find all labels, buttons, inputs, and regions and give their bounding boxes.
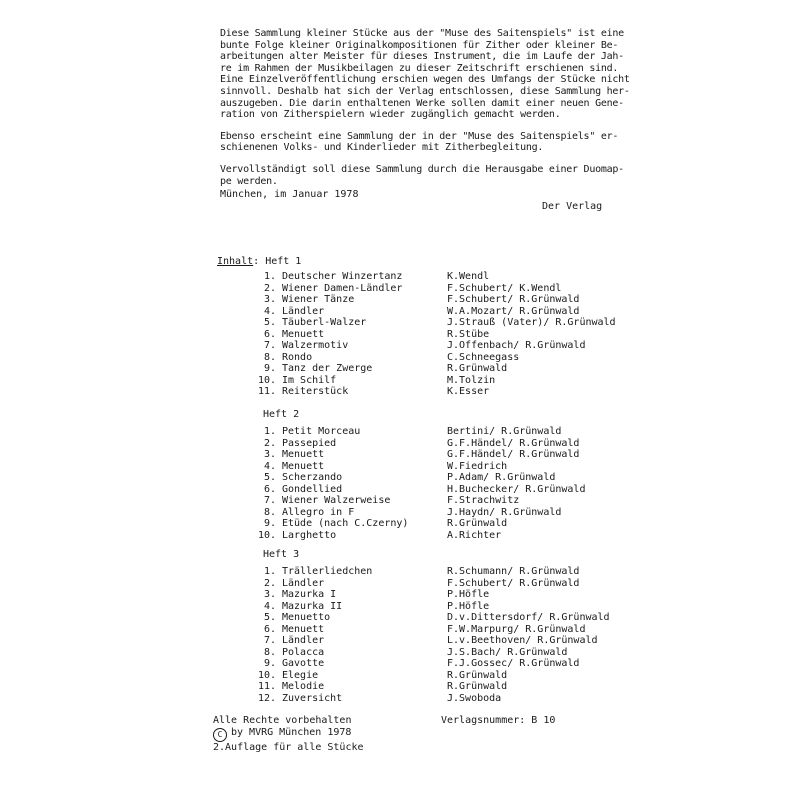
- toc-item-number: 4.: [263, 305, 276, 317]
- toc-item: [0, 635, 800, 647]
- toc-item-composer: M.Tolzin: [447, 374, 496, 386]
- heft3-title: Heft 3: [263, 549, 300, 560]
- toc-item-title: Passepied: [282, 437, 337, 449]
- toc-item-number: 9.: [263, 363, 276, 374]
- toc-item-title: Petit Morceau: [282, 426, 361, 437]
- toc-item-number: 9.: [263, 658, 276, 669]
- toc-item-number: 8.: [263, 506, 276, 518]
- toc-item-composer: D.v.Dittersdorf/ R.Grünwald: [447, 612, 610, 623]
- toc-item-number: 8.: [263, 351, 276, 363]
- toc-item-number: 2.: [263, 282, 276, 294]
- toc-item: [0, 426, 800, 438]
- toc-item-number: 5.: [263, 472, 276, 483]
- toc-item-number: 7.: [263, 340, 276, 351]
- text-line: ration von Zitherspielern wieder zugänglich gemacht werden.: [220, 109, 561, 121]
- toc-item: [0, 647, 800, 659]
- toc-item-composer: R.Grünwald: [447, 518, 508, 529]
- toc-item-composer: J.Strauß (Vater)/ R.Grünwald: [447, 317, 616, 328]
- toc-item-composer: K.Esser: [447, 386, 490, 397]
- toc-item: [0, 363, 800, 375]
- toc-item-composer: A.Richter: [447, 529, 502, 541]
- text-line: Vervollständigt soll diese Sammlung durch die Herausgabe einer Duomap-: [220, 163, 624, 175]
- toc-item-title: Mazurka II: [282, 600, 343, 612]
- toc-item-number: 6.: [263, 623, 276, 635]
- verlagsnummer: Verlagsnummer: B 10: [441, 715, 556, 726]
- toc-item-composer: P.Adam/ R.Grünwald: [447, 472, 556, 483]
- toc-item-title: Etüde (nach C.Czerny): [282, 518, 409, 529]
- toc-item-number: 8.: [263, 646, 276, 658]
- heft2-list: [0, 426, 800, 541]
- toc-item-title: Scherzando: [282, 472, 343, 483]
- toc-item-composer: R.Grünwald: [447, 669, 508, 681]
- toc-item-number: 10.: [257, 374, 276, 386]
- toc-item: [0, 283, 800, 295]
- toc-item: [0, 329, 800, 341]
- date-line: München, im Januar 1978: [220, 189, 359, 200]
- toc-item-number: 6.: [263, 328, 276, 340]
- toc-item-number: 11.: [257, 386, 276, 397]
- toc-heading: [217, 256, 301, 267]
- toc-item-composer: L.v.Beethoven/ R.Grünwald: [447, 635, 598, 646]
- toc-item: [0, 449, 800, 461]
- toc-item-composer: R.Grünwald: [447, 681, 508, 692]
- rights-line: Alle Rechte vorbehalten: [213, 715, 352, 726]
- toc-item-title: Polacca: [282, 646, 325, 658]
- toc-item-number: 7.: [263, 495, 276, 506]
- toc-item-composer: F.Schubert/ K.Wendl: [447, 282, 562, 294]
- toc-item: [0, 495, 800, 507]
- toc-item-number: 3.: [263, 294, 276, 305]
- toc-item-number: 5.: [263, 317, 276, 328]
- toc-item-composer: J.Haydn/ R.Grünwald: [447, 506, 562, 518]
- text-line: bunte Folge kleiner Originalkompositionen für Zither oder kleiner Be-: [220, 39, 619, 51]
- toc-item-title: Menuett: [282, 623, 325, 635]
- toc-item-title: Allegro in F: [282, 506, 355, 518]
- toc-item: [0, 518, 800, 530]
- text-line: Diese Sammlung kleiner Stücke aus der "Muse des Saitenspiels" ist eine: [220, 28, 624, 39]
- toc-item-number: 9.: [263, 518, 276, 529]
- toc-item: [0, 612, 800, 624]
- toc-item-composer: W.Fiedrich: [447, 460, 508, 472]
- toc-item: [0, 507, 800, 519]
- text-line: arbeitungen alter Meister für dieses Instrument, die im Laufe der Jah-: [220, 51, 624, 63]
- toc-item-title: Melodie: [282, 681, 325, 692]
- toc-item-composer: R.Grünwald: [447, 363, 508, 374]
- toc-item-number: 1.: [263, 271, 276, 282]
- toc-item: [0, 340, 800, 352]
- toc-item-title: Ländler: [282, 305, 325, 317]
- toc-item-title: Ländler: [282, 635, 325, 646]
- copyright-text: by MVRG München 1978: [231, 726, 352, 738]
- toc-item-composer: R.Stübe: [447, 328, 490, 340]
- toc-item-title: Walzermotiv: [282, 340, 349, 351]
- toc-item-title: Gondellied: [282, 483, 343, 495]
- toc-item: [0, 375, 800, 387]
- text-line: Eine Einzelveröffentlichung erschien wegen des Umfangs der Stücke nicht: [220, 74, 630, 86]
- toc-item: [0, 578, 800, 590]
- toc-item: [0, 601, 800, 613]
- toc-item-composer: F.J.Gossec/ R.Grünwald: [447, 658, 580, 669]
- toc-item-composer: F.Strachwitz: [447, 495, 520, 506]
- edition-line: 2.Auflage für alle Stücke: [213, 741, 364, 753]
- toc-item-title: Menuett: [282, 449, 325, 460]
- toc-item: [0, 306, 800, 318]
- toc-item: [0, 693, 800, 705]
- toc-item: [0, 589, 800, 601]
- toc-item: [0, 472, 800, 484]
- toc-item-number: 4.: [263, 460, 276, 472]
- toc-item: [0, 658, 800, 670]
- toc-item: [0, 681, 800, 693]
- text-line: schienenen Volks- und Kinderlieder mit Zitherbegleitung.: [220, 142, 544, 154]
- toc-item-number: 2.: [263, 577, 276, 589]
- toc-item-number: 10.: [257, 669, 276, 681]
- publisher-signature: Der Verlag: [542, 201, 603, 212]
- heft1-title: Heft 1: [265, 256, 302, 267]
- text-line: Ebenso erscheint eine Sammlung der in der "Muse des Saitenspiels" er-: [220, 130, 619, 142]
- toc-item-title: Menuett: [282, 328, 325, 340]
- toc-item-title: Elegie: [282, 669, 319, 681]
- heft1-list: [0, 271, 800, 398]
- text-line: pe werden.: [220, 175, 278, 187]
- toc-item-number: 11.: [257, 681, 276, 692]
- toc-item-composer: J.Offenbach/ R.Grünwald: [447, 340, 586, 351]
- toc-item-title: Larghetto: [282, 529, 337, 541]
- toc-item: [0, 461, 800, 473]
- toc-item-title: Wiener Tänze: [282, 294, 355, 305]
- toc-item-composer: F.Schubert/ R.Grünwald: [447, 294, 580, 305]
- intro-paragraph-3: [220, 163, 624, 187]
- toc-item: [0, 294, 800, 306]
- toc-item-title: Deutscher Winzertanz: [282, 271, 403, 282]
- toc-item-number: 12.: [257, 692, 276, 704]
- toc-item-number: 3.: [263, 589, 276, 600]
- toc-item-title: Menuetto: [282, 612, 331, 623]
- toc-item: [0, 317, 800, 329]
- toc-item-composer: F.Schubert/ R.Grünwald: [447, 577, 580, 589]
- toc-item-number: 4.: [263, 600, 276, 612]
- toc-colon: :: [253, 256, 260, 267]
- toc-item-number: 10.: [257, 529, 276, 541]
- toc-label: Inhalt: [217, 256, 254, 267]
- toc-item-title: Reiterstück: [282, 386, 349, 397]
- intro-paragraph-1: [220, 28, 630, 121]
- toc-item-composer: R.Schumann/ R.Grünwald: [447, 566, 580, 577]
- toc-item-title: Zuversicht: [282, 692, 343, 704]
- toc-item: [0, 484, 800, 496]
- toc-item: [0, 352, 800, 364]
- text-line: sinnvoll. Deshalb hat sich der Verlag entschlossen, diese Sammlung her-: [220, 85, 630, 97]
- footer: [213, 715, 364, 753]
- toc-item-title: Im Schilf: [282, 374, 337, 386]
- intro-paragraph-2: [220, 131, 620, 154]
- toc-item-composer: C.Schneegass: [447, 351, 520, 363]
- heft3-list: [0, 566, 800, 704]
- toc-item-title: Täuberl-Walzer: [282, 317, 367, 328]
- toc-item-composer: Bertini/ R.Grünwald: [447, 426, 562, 437]
- toc-item-number: 2.: [263, 437, 276, 449]
- toc-item-title: Tanz der Zwerge: [282, 363, 373, 374]
- toc-item-composer: K.Wendl: [447, 271, 490, 282]
- toc-item-title: Trällerliedchen: [282, 566, 373, 577]
- toc-item-number: 3.: [263, 449, 276, 460]
- heft2-title: Heft 2: [263, 409, 300, 420]
- copyright-line: [213, 727, 364, 742]
- toc-item-composer: H.Buchecker/ R.Grünwald: [447, 483, 586, 495]
- toc-item-title: Mazurka I: [282, 589, 337, 600]
- toc-item-composer: J.S.Bach/ R.Grünwald: [447, 646, 568, 658]
- toc-item: [0, 670, 800, 682]
- toc-item-composer: G.F.Händel/ R.Grünwald: [447, 437, 580, 449]
- toc-item-title: Wiener Damen-Ländler: [282, 282, 403, 294]
- toc-item-title: Gavotte: [282, 658, 325, 669]
- copyright-symbol-icon: C: [213, 728, 227, 742]
- toc-item: [0, 271, 800, 283]
- toc-item-composer: J.Swoboda: [447, 692, 502, 704]
- toc-item-composer: F.W.Marpurg/ R.Grünwald: [447, 623, 586, 635]
- toc-item-number: 7.: [263, 635, 276, 646]
- toc-item-composer: W.A.Mozart/ R.Grünwald: [447, 305, 580, 317]
- toc-item-composer: P.Höfle: [447, 600, 490, 612]
- toc-item-composer: G.F.Händel/ R.Grünwald: [447, 449, 580, 460]
- toc-item-number: 1.: [263, 426, 276, 437]
- toc-item-number: 1.: [263, 566, 276, 577]
- toc-item: [0, 624, 800, 636]
- toc-item-title: Wiener Walzerweise: [282, 495, 391, 506]
- toc-item-number: 6.: [263, 483, 276, 495]
- intro-text: [220, 28, 630, 197]
- toc-item: [0, 530, 800, 542]
- toc-item-title: Menuett: [282, 460, 325, 472]
- toc-item: [0, 566, 800, 578]
- toc-item-title: Ländler: [282, 577, 325, 589]
- toc-item: [0, 438, 800, 450]
- toc-item-composer: P.Höfle: [447, 589, 490, 600]
- toc-item-number: 5.: [263, 612, 276, 623]
- toc-item-title: Rondo: [282, 351, 313, 363]
- text-line: auszugeben. Die darin enthaltenen Werke sollen damit einer neuen Gene-: [220, 97, 624, 109]
- toc-item: [0, 386, 800, 398]
- text-line: re im Rahmen der Musikbeilagen zu dieser Zeitschrift erschienen sind.: [220, 62, 619, 74]
